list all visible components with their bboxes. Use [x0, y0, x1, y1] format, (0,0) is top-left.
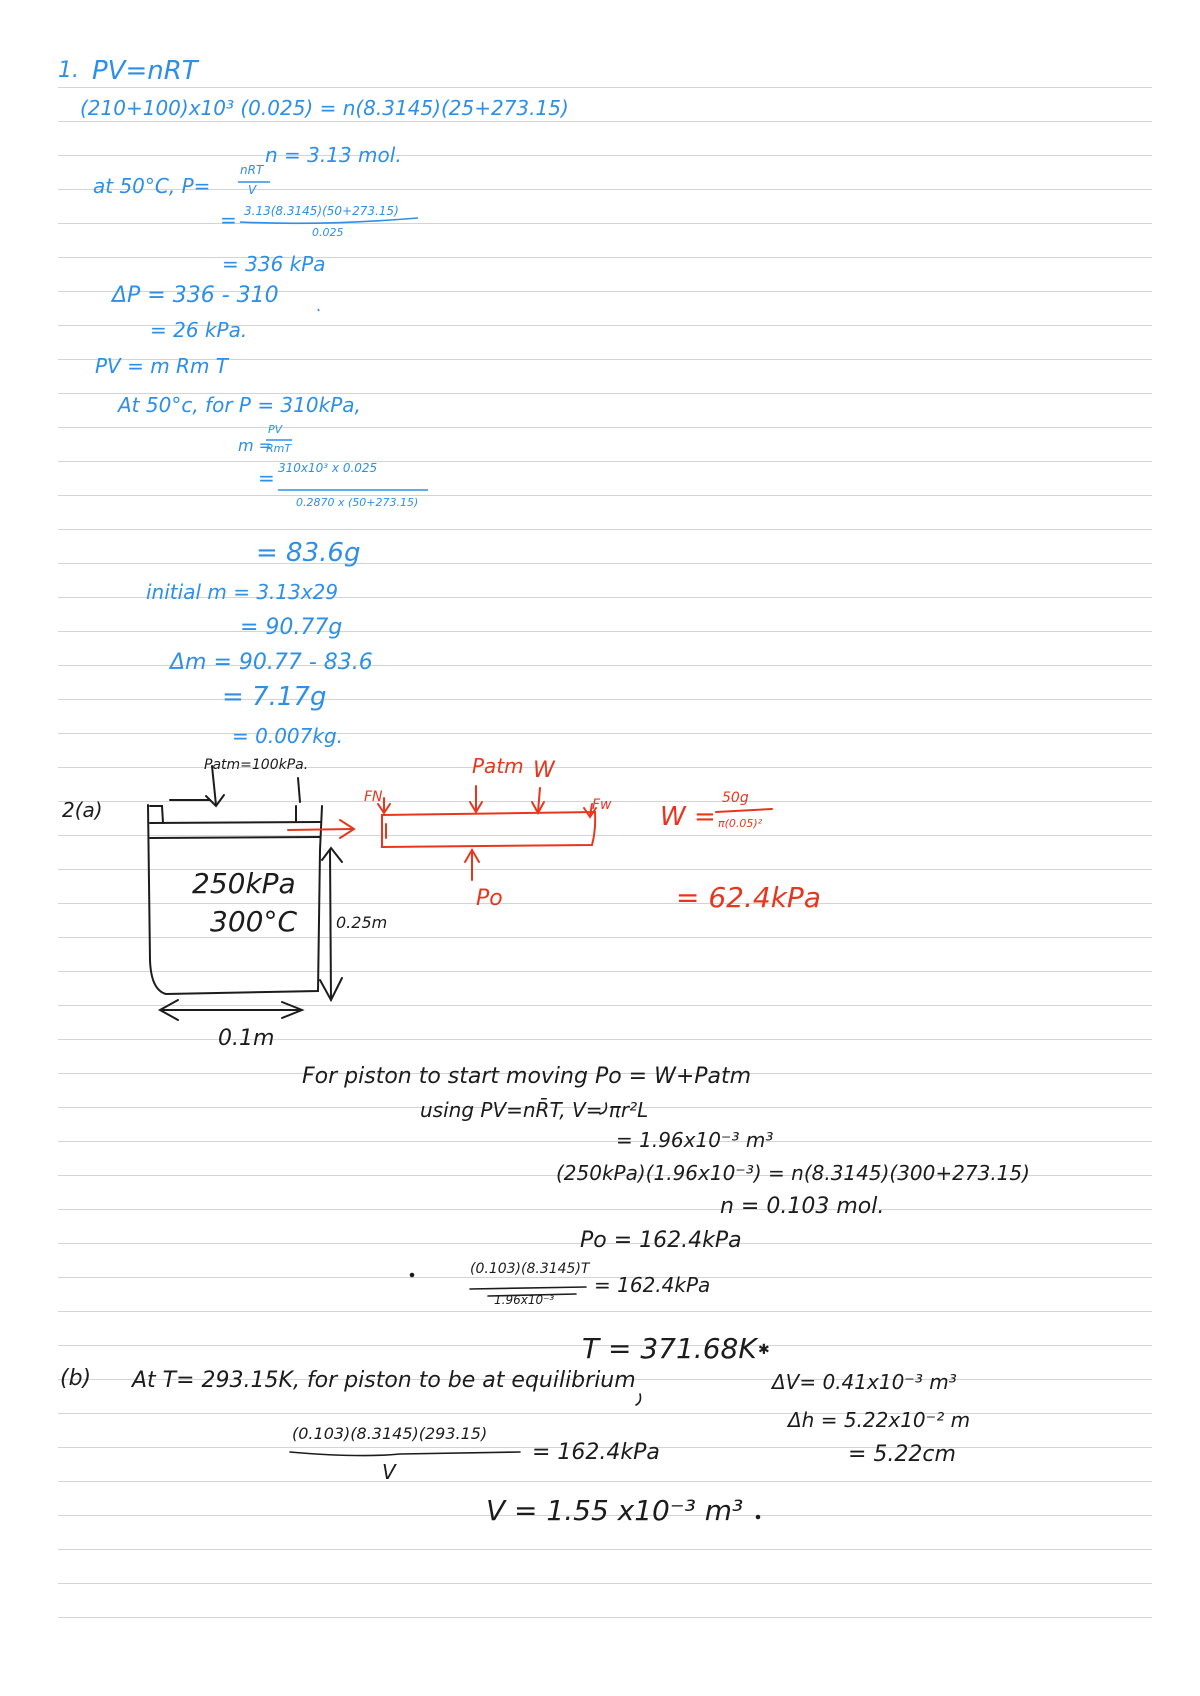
q1-dp: ΔP = 336 - 310	[112, 283, 279, 308]
q1-n-result: n = 3.13 mol.	[265, 143, 402, 167]
dot-mark	[757, 1516, 760, 1519]
height-dimension-line	[330, 850, 331, 1000]
fbd-fw-label: Fw	[592, 797, 612, 813]
q1-dm: Δm = 90.77 - 83.6	[170, 650, 373, 675]
q1-substitution: (210+100)x10³ (0.025) = n(8.3145)(25+273.15)	[80, 96, 569, 120]
equals-sign: =	[258, 466, 275, 490]
part-b-text: At T= 293.15K, for piston to be at equilibrium	[132, 1368, 636, 1393]
fbd-w-label: W	[533, 758, 555, 783]
q1-fraction-bars	[238, 182, 428, 490]
q1-initial-m: initial m = 3.13x29	[146, 580, 339, 604]
b-frac-num: (0.103)(8.3145)(293.15)	[292, 1424, 488, 1443]
equals-sign: =	[220, 208, 237, 232]
cylinder-left-lip	[150, 806, 163, 823]
dv-result: ΔV= 0.41x10⁻³ m³	[772, 1370, 957, 1394]
piston-top	[150, 822, 320, 823]
q1-p-result: = 336 kPa	[222, 252, 326, 276]
fbd-pointer-arrow	[288, 829, 352, 830]
w-num: 50g	[722, 790, 749, 806]
q1-dp-result: = 26 kPa.	[150, 318, 248, 342]
fbd-po-label: Po	[476, 886, 503, 911]
w-den: π(0.05)²	[718, 817, 763, 830]
b-frac-rhs: = 162.4kPa	[532, 1440, 660, 1465]
hook-mark	[600, 1103, 606, 1114]
frac-bar	[488, 1294, 576, 1296]
w-result: = 62.4kPa	[676, 881, 821, 914]
cylinder-pressure: 250kPa	[192, 867, 296, 900]
q1-number: 1.	[58, 58, 79, 83]
checkmark-symbol: ✱	[758, 1342, 770, 1358]
q2-fraction-bars	[290, 1103, 760, 1519]
cylinder-walls	[148, 805, 322, 994]
n-result: n = 0.103 mol.	[720, 1194, 885, 1219]
v-result: = 1.96x10⁻³ m³	[616, 1128, 774, 1152]
fbd-patm-label: Patm	[472, 754, 524, 778]
v-b-result: V = 1.55 x10⁻³ m³	[486, 1494, 744, 1527]
cylinder-sketch	[148, 766, 342, 1020]
piston-bottom	[150, 837, 320, 838]
q1-dm-result: = 7.17g	[222, 682, 327, 712]
height-arrowhead-top	[322, 848, 342, 862]
b-frac-den: V	[382, 1460, 396, 1484]
q1-dm-kg: = 0.007kg.	[232, 724, 344, 748]
dh-cm: = 5.22cm	[848, 1442, 956, 1467]
patm-right-tick	[298, 778, 300, 802]
hook-mark	[636, 1394, 641, 1405]
q1-sub-den: 0.025	[312, 226, 344, 239]
w-fraction-bar	[716, 809, 772, 812]
q1-pv-mrmt: PV = m Rm T	[95, 354, 229, 378]
using-pv: using PV=nR̄T, V= πr²L	[420, 1098, 649, 1122]
q1-m-result: = 83.6g	[256, 538, 361, 568]
t-frac-den: 1.96x10⁻³	[494, 1293, 555, 1307]
q1-at50: at 50°C, P=	[93, 174, 211, 198]
po-result: Po = 162.4kPa	[580, 1228, 742, 1253]
patm-label: Patm=100kPa.	[204, 757, 309, 773]
q1-initial-m-result: = 90.77g	[240, 615, 343, 640]
q1-frac-num: nRT	[240, 163, 264, 177]
q2-label: 2(a)	[62, 798, 103, 822]
q1-formula: PV=nRT	[92, 56, 198, 86]
q1-m-sub-num: 310x10³ x 0.025	[278, 461, 378, 475]
cylinder-width: 0.1m	[218, 1026, 275, 1051]
cylinder-height: 0.25m	[336, 913, 388, 932]
q1-m-eq: m =	[238, 436, 273, 455]
dh-result: Δh = 5.22x10⁻² m	[788, 1408, 971, 1432]
q1-at50-p: At 50°c, for P = 310kPa,	[118, 393, 361, 417]
dot-mark	[318, 309, 319, 311]
start-moving: For piston to start moving Po = W+Patm	[302, 1064, 752, 1089]
frac-bar	[240, 218, 418, 223]
t-result: T = 371.68K	[582, 1332, 757, 1365]
fbd-piston-body	[382, 812, 595, 847]
q1-m-sub-den: 0.2870 x (50+273.15)	[296, 496, 419, 509]
free-body-diagram	[288, 786, 772, 880]
q1-m-frac-num: PV	[268, 423, 283, 436]
sub-eq: (250kPa)(1.96x10⁻³) = n(8.3145)(300+273.15)	[556, 1161, 1030, 1185]
patm-arrow-line	[212, 766, 216, 805]
w-eq: W =	[660, 802, 716, 832]
fbd-fn-label: FN	[364, 789, 383, 805]
q1-frac-den: V	[248, 183, 257, 197]
dot-mark	[411, 1274, 414, 1277]
t-frac-rhs: = 162.4kPa	[594, 1273, 711, 1297]
q1-sub-num: 3.13(8.3145)(50+273.15)	[244, 204, 399, 218]
frac-bar	[470, 1287, 586, 1289]
frac-bar	[290, 1452, 520, 1456]
part-b-label: (b)	[60, 1366, 92, 1391]
t-frac-num: (0.103)(8.3145)T	[470, 1261, 590, 1277]
cylinder-temperature: 300°C	[210, 905, 297, 938]
q1-m-frac-den: RmT	[266, 442, 292, 455]
